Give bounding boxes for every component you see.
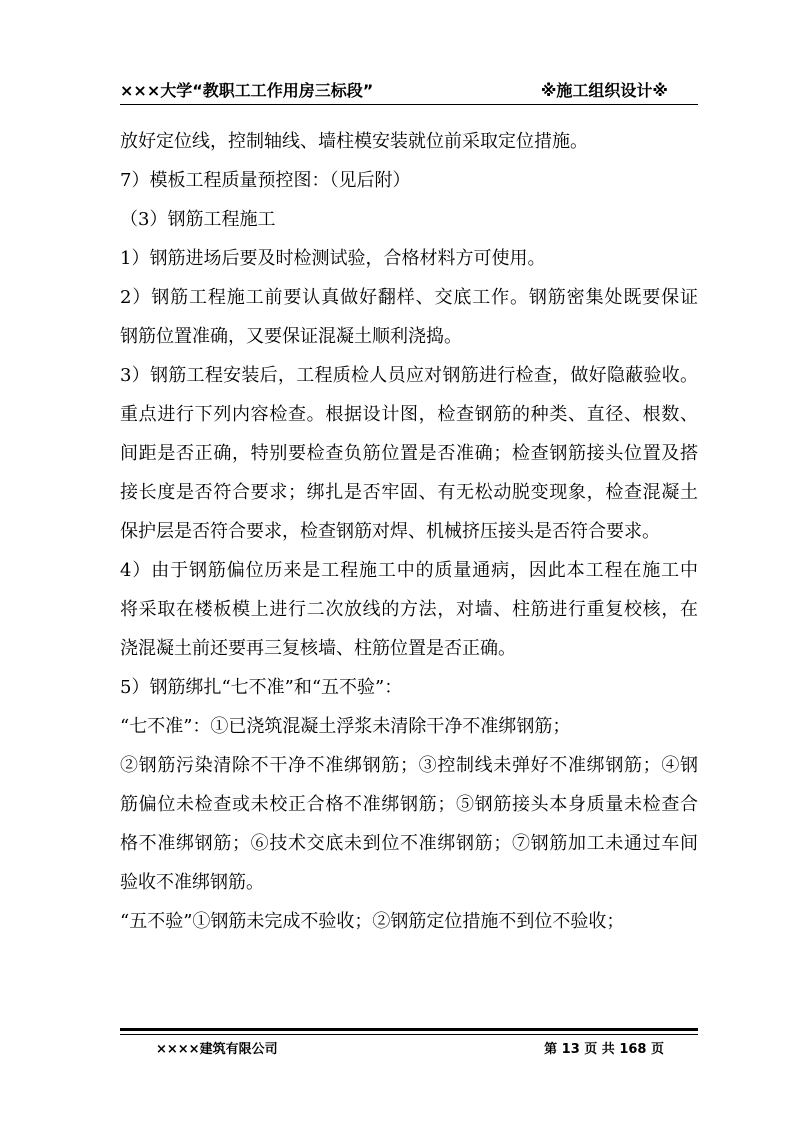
paragraph-line: 保护层是否符合要求，检查钢筋对焊、机械挤压接头是否符合要求。 xyxy=(120,521,660,542)
paragraph-line: 格不准绑钢筋；⑥技术交底未到位不准绑钢筋；⑦钢筋加工未通过车间 xyxy=(120,833,698,854)
paragraph-line: 7）模板工程质量预控图：（见后附） xyxy=(120,170,411,191)
header-project-title: ×××大学“教职工工作用房三标段” xyxy=(120,81,374,100)
header-divider xyxy=(120,104,698,105)
footer-page-number: 第 13 页 共 168 页 xyxy=(544,1042,664,1057)
paragraph-line: 放好定位线，控制轴线、墙柱模安装就位前采取定位措施。 xyxy=(120,131,588,152)
paragraph-line: 筋偏位未检查或未校正合格不准绑钢筋；⑤钢筋接头本身质量未检查合 xyxy=(120,794,698,815)
footer-divider-thin xyxy=(120,1034,698,1035)
footer-company-name: ××××建筑有限公司 xyxy=(156,1042,278,1057)
page-footer xyxy=(120,1038,698,1060)
paragraph-line: 间距是否正确，特别要检查负筋位置是否准确；检查钢筋接头位置及搭 xyxy=(120,443,698,464)
paragraph-line: 4）由于钢筋偏位历来是工程施工中的质量通病，因此本工程在施工中 xyxy=(120,560,698,581)
paragraph-line: 1）钢筋进场后要及时检测试验，合格材料方可使用。 xyxy=(120,248,546,269)
paragraph-line: 钢筋位置准确，又要保证混凝土顺利浇捣。 xyxy=(120,326,462,347)
paragraph-line: 2）钢筋工程施工前要认真做好翻样、交底工作。钢筋密集处既要保证 xyxy=(120,287,698,308)
paragraph-line: 5）钢筋绑扎“七不准”和“五不验”： xyxy=(120,677,403,698)
paragraph-line: 重点进行下列内容检查。根据设计图，检查钢筋的种类、直径、根数、 xyxy=(120,404,698,425)
paragraph-line: “五不验”①钢筋未完成不验收；②钢筋定位措施不到位不验收； xyxy=(120,911,625,932)
section-heading: （3）钢筋工程施工 xyxy=(120,209,276,230)
page-header xyxy=(120,78,698,102)
paragraph-line: 浇混凝土前还要再三复核墙、柱筋位置是否正确。 xyxy=(120,638,516,659)
paragraph-line: 3）钢筋工程安装后，工程质检人员应对钢筋进行检查，做好隐蔽验收。 xyxy=(120,365,698,386)
paragraph-line: 将采取在楼板模上进行二次放线的方法，对墙、柱筋进行重复校核，在 xyxy=(120,599,698,620)
footer-divider-thick xyxy=(120,1028,698,1031)
document-body xyxy=(120,122,698,941)
header-document-type: ※施工组织设计※ xyxy=(540,81,668,100)
paragraph-line: 验收不准绑钢筋。 xyxy=(120,872,264,893)
paragraph-line: 接长度是否符合要求；绑扎是否牢固、有无松动脱变现象，检查混凝土 xyxy=(120,482,698,503)
paragraph-line: “七不准”：①已浇筑混凝土浮浆未清除干净不准绑钢筋； xyxy=(120,716,571,737)
paragraph-line: ②钢筋污染清除不干净不准绑钢筋；③控制线未弹好不准绑钢筋；④钢 xyxy=(120,755,698,776)
